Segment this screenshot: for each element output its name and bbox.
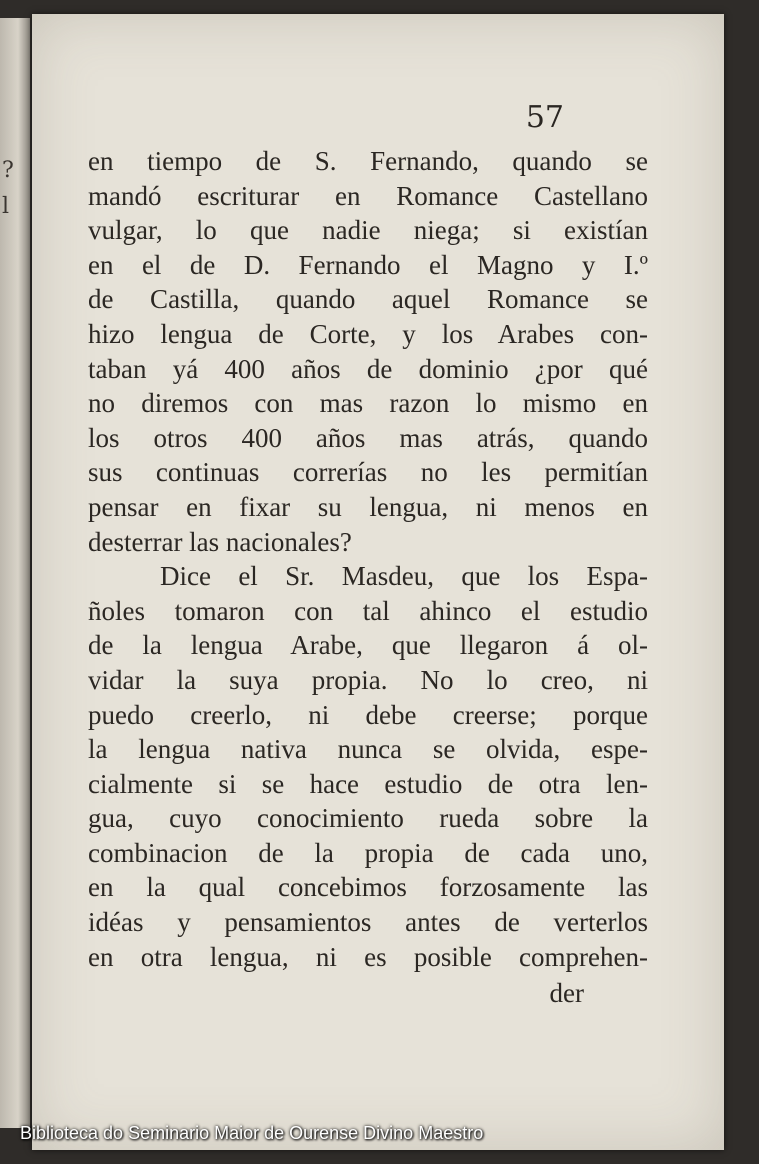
text-line: hizo lengua de Corte, y los Arabes con- — [88, 318, 648, 349]
text-line: gua, cuyo conocimiento rueda sobre la — [88, 803, 648, 834]
text-line: cialmente si se hace estudio de otra len- — [88, 768, 648, 799]
text-line: idéas y pensamientos antes de verterlos — [88, 907, 648, 938]
text-line: desterrar las nacionales? — [88, 526, 352, 557]
text-line: vulgar, lo que nadie niega; si existían — [88, 215, 648, 246]
text-line: vidar la suya propia. No lo creo, ni — [88, 664, 648, 695]
text-line: en otra lengua, ni es posible comprehen- — [88, 941, 648, 972]
catchword: der — [549, 978, 584, 1008]
text-line: ñoles tomaron con tal ahinco el estudio — [88, 595, 648, 626]
text-line: puedo creerlo, ni debe creerse; porque — [88, 699, 648, 730]
facing-page-edge — [0, 18, 30, 1128]
text-line: en tiempo de S. Fernando, quando se — [88, 146, 648, 176]
library-watermark: Biblioteca do Seminario Maior de Ourense Divino Maestro — [20, 1123, 484, 1143]
text-line: en la qual concebimos forzosamente las — [88, 872, 648, 903]
text-line: la lengua nativa nunca se olvida, espe- — [88, 734, 648, 765]
text-line: de la lengua Arabe, que llegaron á ol- — [88, 630, 648, 661]
text-line-paragraph-start: Dice el Sr. Masdeu, que los Espa- — [160, 561, 648, 592]
text-line: los otros 400 años mas atrás, quando — [88, 422, 648, 453]
text-line: no diremos con mas razon lo mismo en — [88, 388, 648, 419]
text-line: combinacion de la propia de cada uno, — [88, 837, 648, 868]
text-line: mandó escriturar en Romance Castellano — [88, 180, 648, 211]
facing-page-mark: ? — [2, 158, 14, 183]
text-line: pensar en fixar su lengua, ni menos en — [88, 491, 648, 522]
text-line: en el de D. Fernando el Magno y I.º — [88, 249, 648, 280]
facing-page-mark: l — [2, 194, 10, 219]
page-body-text — [88, 144, 648, 974]
text-line: taban yá 400 años de dominio ¿por qué — [88, 353, 648, 384]
text-line: de Castilla, quando aquel Romance se — [88, 284, 648, 315]
text-line: sus continuas correrías no les permitían — [88, 457, 648, 488]
book-page — [32, 14, 724, 1150]
page-number: 57 — [525, 100, 564, 135]
